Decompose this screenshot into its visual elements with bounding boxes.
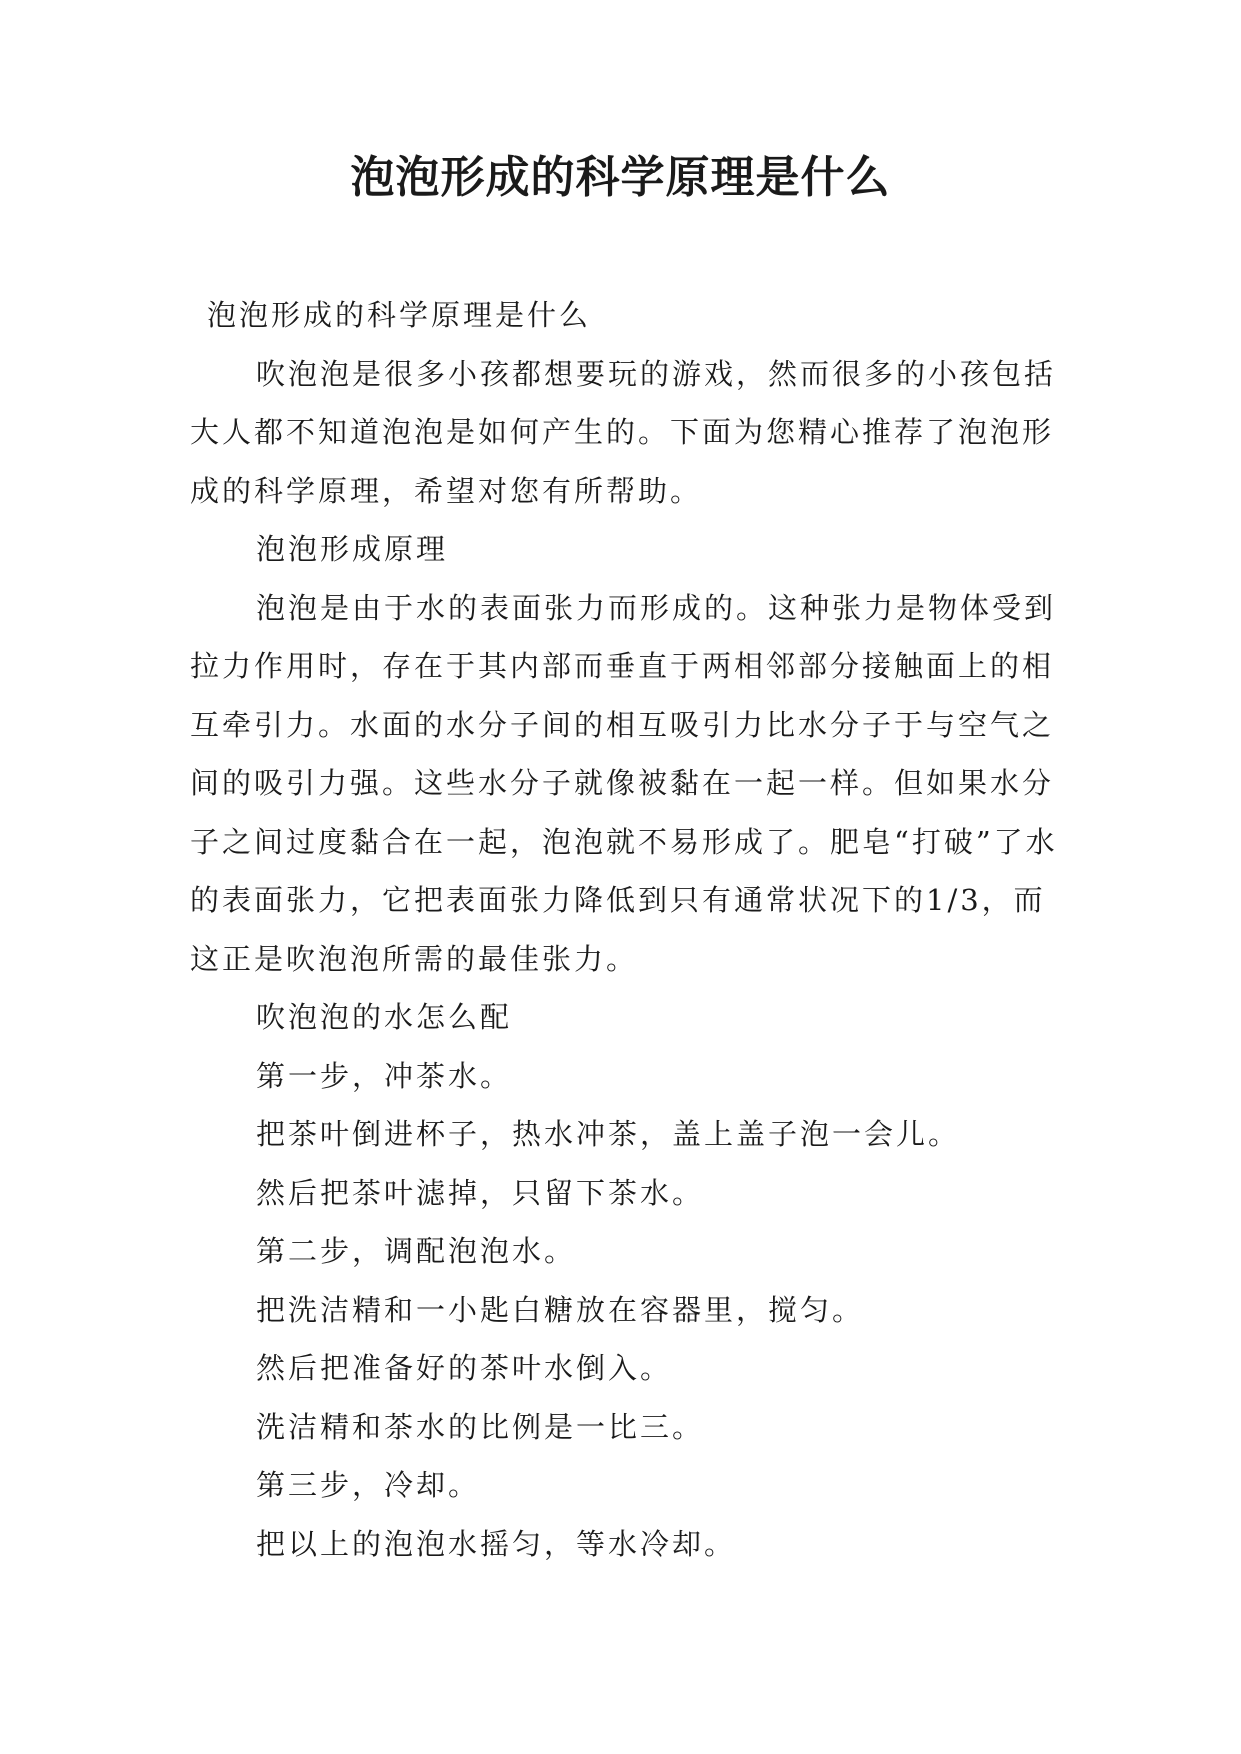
- step-one-line-2: 然后把茶叶滤掉，只留下茶水。: [256, 1175, 705, 1210]
- step-two-line-3: 洗洁精和茶水的比例是一比三。: [256, 1409, 705, 1444]
- step-one-line-1: 把茶叶倒进杯子，热水冲茶，盖上盖子泡一会儿。: [256, 1117, 961, 1151]
- step-three-line-1: 把以上的泡泡水摇匀，等水冷却。: [256, 1526, 737, 1561]
- paragraph-subtitle: 泡泡形成的科学原理是什么: [207, 298, 592, 332]
- section-heading-recipe: 吹泡泡的水怎么配: [256, 1000, 513, 1034]
- step-two-line-1: 把洗洁精和一小匙白糖放在容器里，搅匀。: [256, 1292, 865, 1327]
- paragraph-intro: 吹泡泡是很多小孩都想要玩的游戏，然而很多的小孩包括大人都不知道泡泡是如何产生的。下面为您精心推荐了泡泡形成的科学原理，希望对您有所帮助。: [190, 356, 1057, 508]
- section-heading-principle: 泡泡形成原理: [256, 532, 449, 566]
- step-three-heading: 第三步，冷却。: [256, 1468, 481, 1502]
- paragraph-principle: 泡泡是由于水的表面张力而形成的。这种张力是物体受到拉力作用时，存在于其内部而垂直于两相邻部分接触面上的相互牵引力。水面的水分子间的相互吸引力比水分子于与空气之间的吸引力强。这些水分子就像被黏在一起一样。但如果水分子之间过度黏合在一起，泡泡就不易形成了。肥皂“打破”了水的表面张力，它把表面张力降低到只有通常状况下的1/3，而这正是吹泡泡所需的最佳张力。: [190, 590, 1058, 976]
- step-two-line-2: 然后把准备好的茶叶水倒入。: [256, 1351, 673, 1385]
- step-two-heading: 第二步，调配泡泡水。: [256, 1234, 577, 1268]
- step-one-heading: 第一步，冲茶水。: [256, 1058, 513, 1093]
- document-title: 泡泡形成的科学原理是什么: [350, 152, 891, 203]
- document-body: [190, 286, 1060, 1573]
